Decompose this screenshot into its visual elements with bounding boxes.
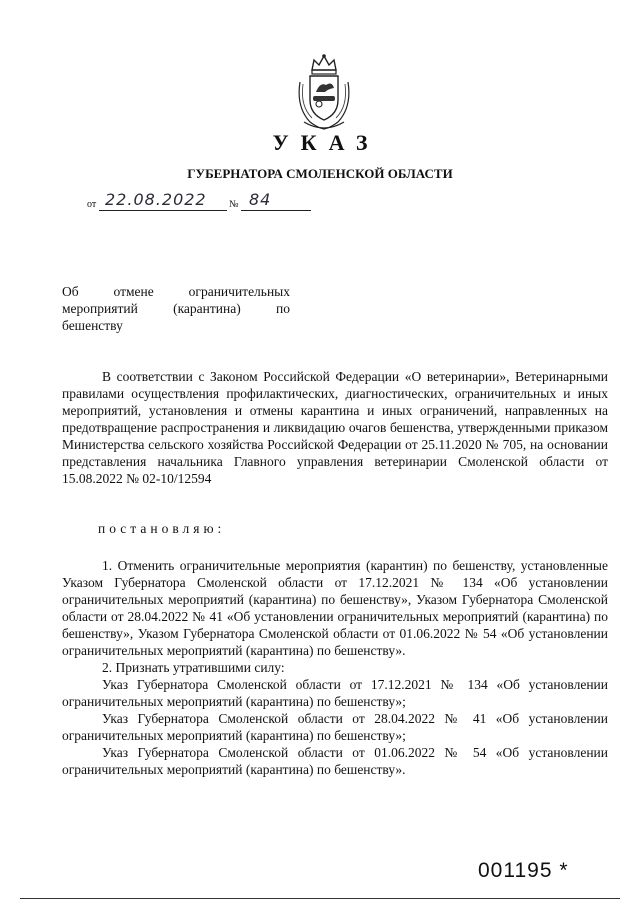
- subject-line-2: [62, 300, 290, 317]
- decree-word: постановляю:: [98, 521, 226, 536]
- document-subject: [62, 283, 290, 334]
- handwritten-date: 22.08.2022: [105, 190, 207, 209]
- subject-word: ограничительных: [188, 284, 290, 299]
- smolensk-coat-of-arms-icon: [292, 52, 356, 132]
- preamble-paragraph: В соответствии с Законом Российской Федерации «О ветеринарии», Ветеринарными правилами осуществления профилактических, диагностических, ограничительных и иных мероприятий, установления и отмены карантина и иных ограничений, направленных на предотвращение распространения и ликвидацию очагов бешенства, утвержденными приказом Министерства сельского хозяйства Российской Федерации от 25.11.2020 № 705, на основании представления начальника Главного управления ветеринарии Смоленской области от 15.08.2022 № 02-10/12594: [62, 369, 608, 486]
- number-underline: [241, 210, 311, 211]
- subject-word: отмене: [113, 284, 154, 299]
- decree-items: [62, 557, 608, 778]
- subject-line-1: [62, 283, 290, 300]
- bottom-rule: [20, 898, 620, 899]
- date-prefix: от: [87, 199, 97, 210]
- date-number-line: [87, 190, 327, 213]
- decree-item: Указ Губернатора Смоленской области от 17.12.2021 № 134 «Об установлении ограничительных мероприятий (карантина) по бешенству»;: [62, 677, 608, 709]
- document-title: УКАЗ: [272, 130, 380, 155]
- serial-number: 001195 *: [478, 859, 569, 882]
- decree-item: 2. Признать утратившими силу:: [102, 660, 285, 675]
- document-subtitle: ГУБЕРНАТОРА СМОЛЕНСКОЙ ОБЛАСТИ: [187, 166, 453, 181]
- date-underline: [99, 210, 227, 211]
- subject-word: по: [276, 301, 290, 316]
- subject-word: мероприятий: [62, 301, 138, 316]
- handwritten-number: 84: [249, 190, 272, 209]
- decree-item: 1. Отменить ограничительные мероприятия (карантин) по бешенству, установленные Указом Губернатора Смоленской области от 17.12.2021 № 134 «Об установлении ограничительных мероприятий (карантина) по бешенству», Указом Губернатора Смоленской области от 28.04.2022 № 41 «Об установлении ограничительных мероприятий (карантина) по бешенству», Указом Губернатора Смоленской области от 01.06.2022 № 54 «Об установлении ограничительных мероприятий (карантина) по бешенству».: [62, 558, 608, 658]
- decree-item: Указ Губернатора Смоленской области от 28.04.2022 № 41 «Об установлении ограничительных мероприятий (карантина) по бешенству»;: [62, 711, 608, 743]
- decree-item: Указ Губернатора Смоленской области от 01.06.2022 № 54 «Об установлении ограничительных мероприятий (карантина) по бешенству».: [62, 745, 608, 777]
- subject-word: (карантина): [173, 301, 241, 316]
- subject-line-3: бешенству: [62, 318, 123, 333]
- number-prefix: №: [229, 199, 239, 210]
- subject-word: Об: [62, 284, 79, 299]
